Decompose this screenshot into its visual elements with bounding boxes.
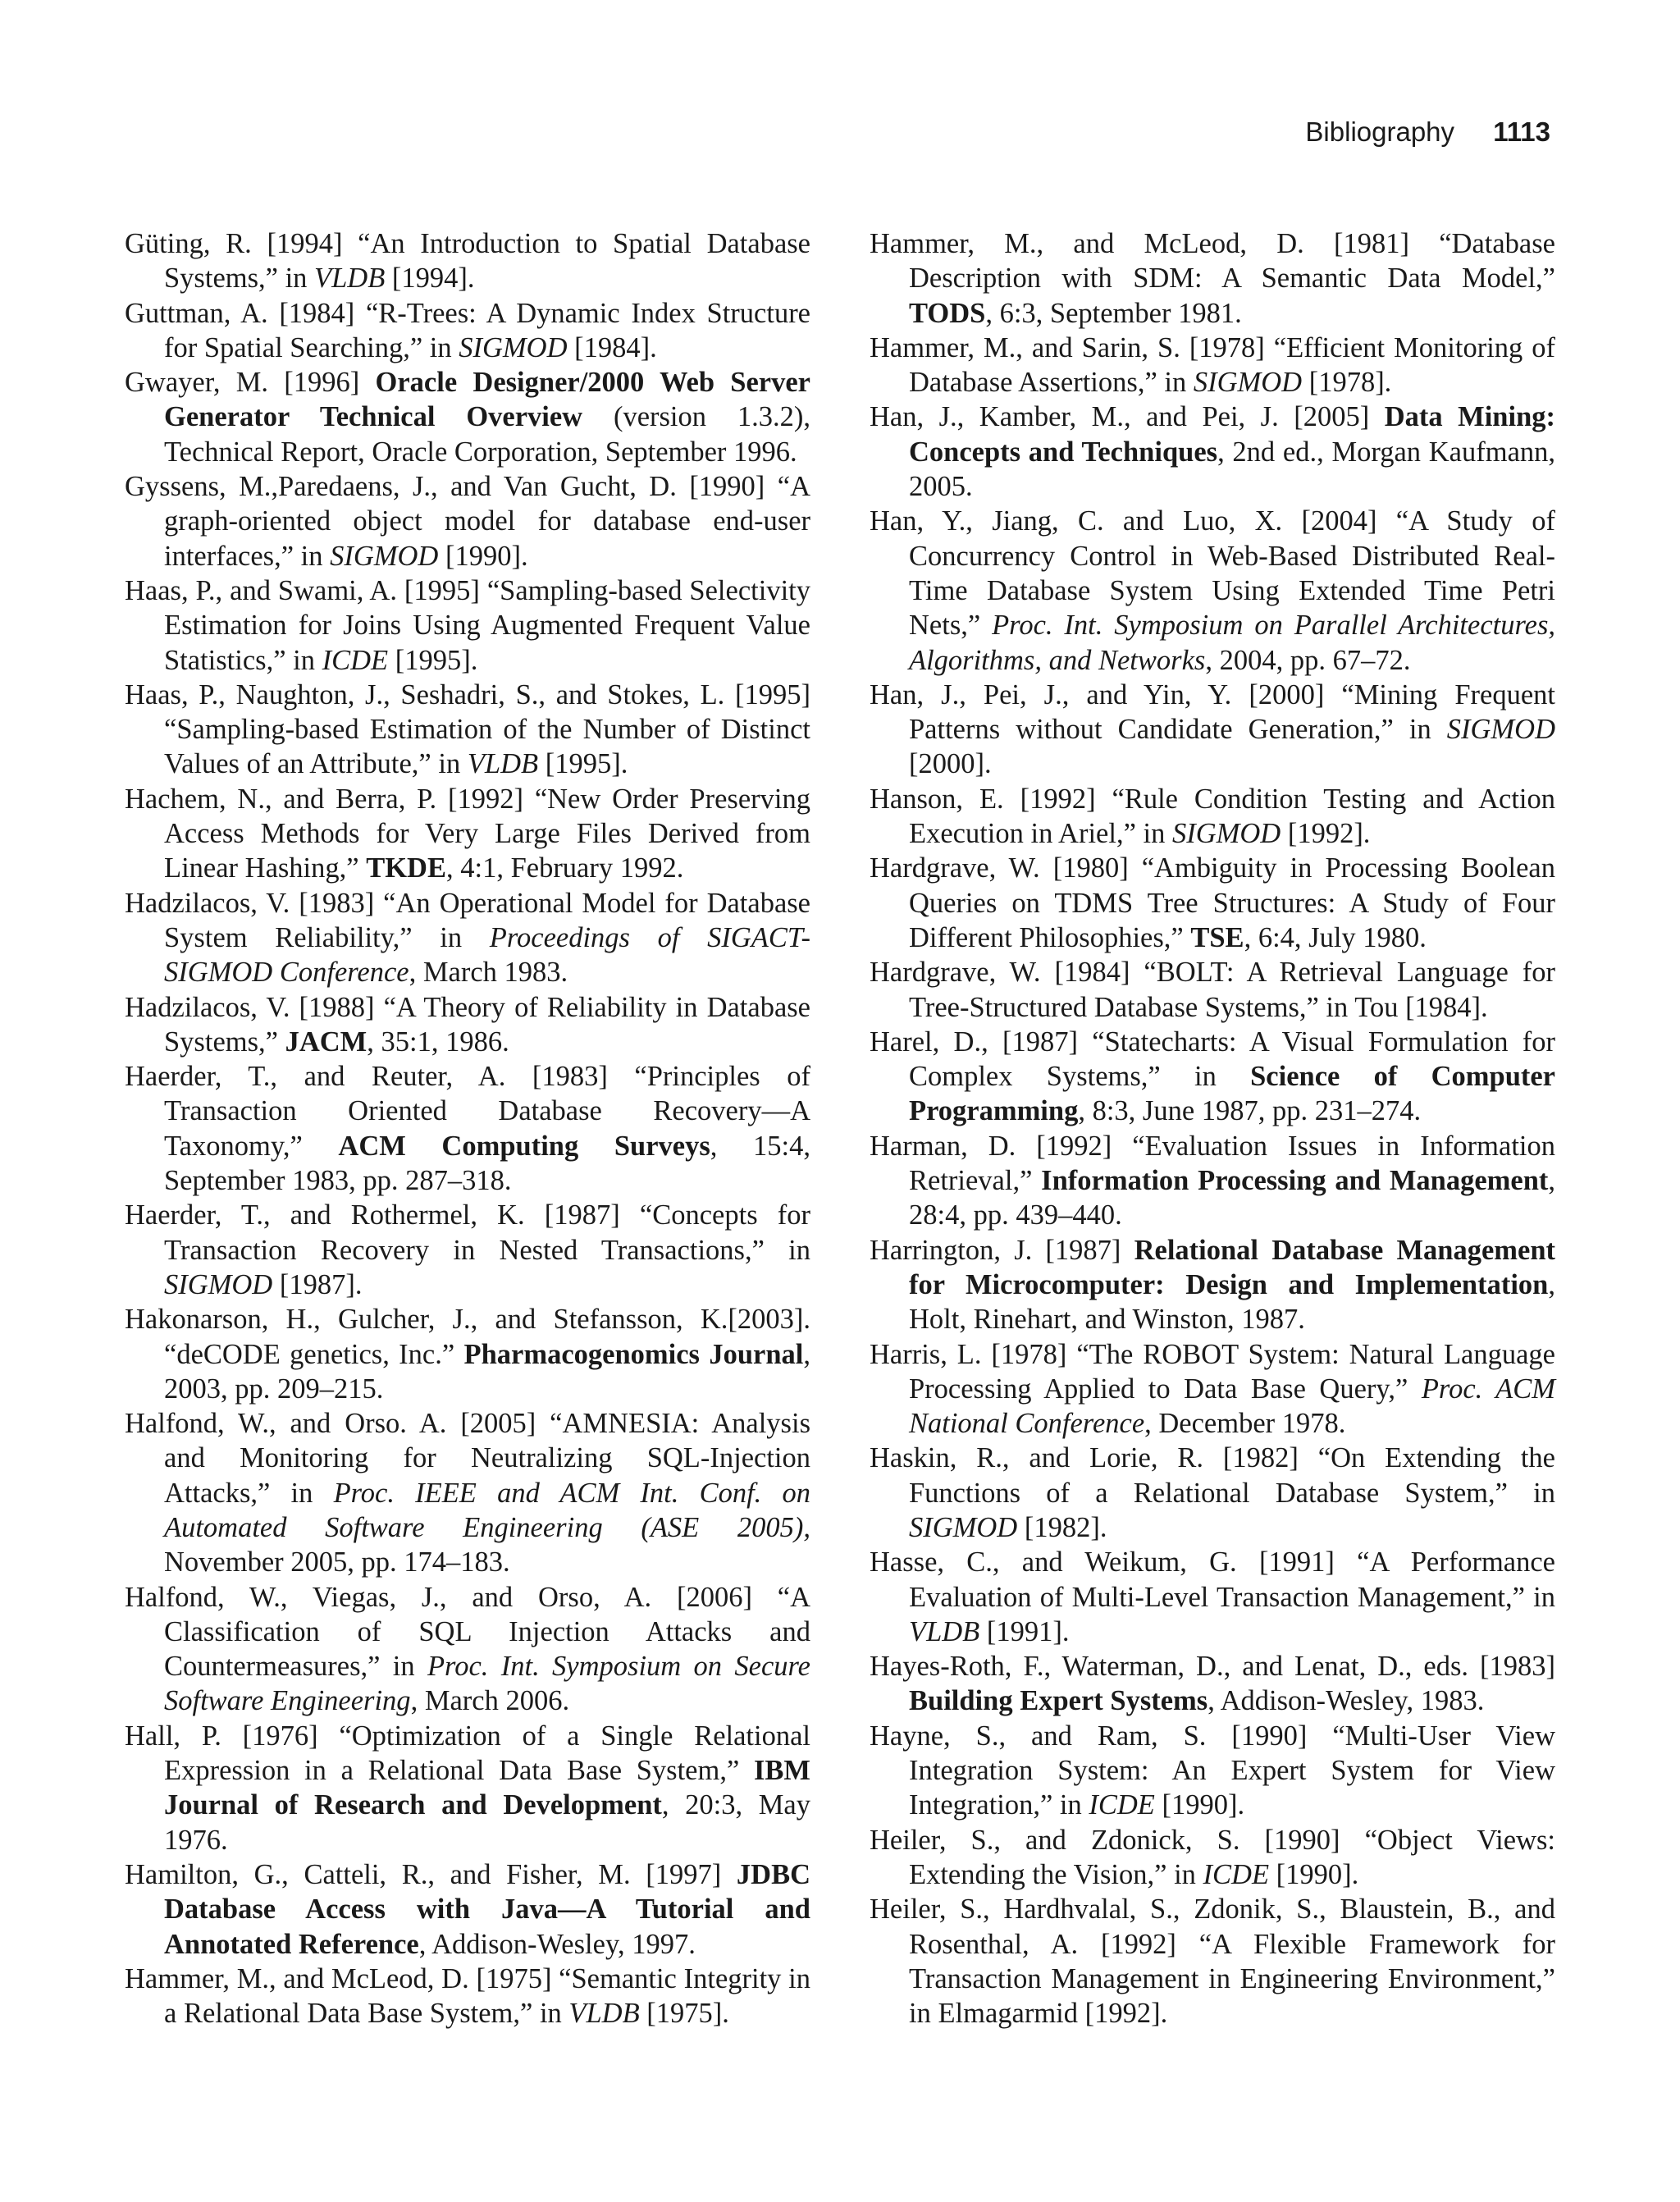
bibliography-entry: [125, 573, 810, 678]
bibliography-entry: [125, 1962, 810, 2031]
entry-text: , March 1983.: [409, 957, 568, 989]
entry-text: [1995].: [388, 644, 478, 676]
entry-text: Halfond, W., and Orso. A. [2005] “AMNESIA: Analysis and Monitoring for Neutralizing SQL-Injection Attacks,” in: [125, 1408, 810, 1509]
entry-text: Harrington, J. [1987]: [870, 1234, 1134, 1266]
bibliography-entry: [870, 782, 1555, 852]
bibliography-entry: [870, 331, 1555, 400]
entry-text: Harris, L. [1978] “The ROBOT System: Natural Language Processing Applied to Data Base Query,”: [870, 1338, 1555, 1405]
bibliography-entry: [125, 1302, 810, 1406]
entry-text: Hamilton, G., Catteli, R., and Fisher, M. [1997]: [125, 1858, 737, 1890]
entry-text: Halfond, W., Viegas, J., and Orso, A. [2006] “A Classification of SQL Injection Attacks and Countermeasures,” in: [125, 1581, 810, 1683]
entry-text: Hadzilacos, V. [1983] “An Operational Model for Database System Reliability,” in: [125, 887, 810, 953]
entry-text: Gyssens, M.,Paredaens, J., and Van Gucht, D. [1990] “A graph-oriented object model for database end-user interfaces,” in: [125, 471, 810, 572]
entry-italic-text: VLDB: [314, 263, 386, 295]
entry-italic-text: SIGMOD: [909, 1511, 1018, 1543]
entry-text: Han, Y., Jiang, C. and Luo, X. [2004] “A Study of Concurrency Control in Web-Based Distributed Real-Time Database System Using Extended Time Petri Nets,”: [870, 505, 1555, 642]
entry-italic-text: SIGMOD: [1446, 714, 1555, 746]
entry-italic-text: VLDB: [568, 1998, 640, 2030]
entry-text: Hanson, E. [1992] “Rule Condition Testing and Action Execution in Ariel,” in: [870, 783, 1555, 850]
bibliography-entry: [125, 990, 810, 1060]
entry-text: Haskin, R., and Lorie, R. [1982] “On Extending the Functions of a Relational Database System,” in: [870, 1442, 1555, 1509]
entry-text: Hammer, M., and Sarin, S. [1978] “Efficient Monitoring of Database Assertions,” in: [870, 331, 1555, 399]
entry-italic-text: SIGMOD: [330, 540, 439, 572]
bibliography-entry: [125, 1059, 810, 1198]
entry-text: , 2nd ed., Morgan Kaufmann, 2005.: [909, 436, 1556, 503]
entry-text: [1987].: [272, 1268, 363, 1300]
bibliography-entry: [870, 1337, 1555, 1441]
entry-text: [1991].: [979, 1615, 1070, 1647]
entry-bold-text: IBM Journal of Research and Development: [164, 1755, 810, 1821]
entry-text: , 15:4, September 1983, pp. 287–318.: [164, 1130, 810, 1197]
entry-text: Han, J., Kamber, M., and Pei, J. [2005]: [870, 401, 1385, 433]
entry-text: Hammer, M., and McLeod, D. [1975] “Semantic Integrity in a Relational Data Base System,” in: [125, 1962, 810, 2030]
bibliography-entry: [870, 851, 1555, 955]
entry-italic-text: SIGMOD: [1193, 367, 1303, 399]
bibliography-entry: [870, 678, 1555, 782]
entry-bold-text: Oracle Designer/2000 Web Server Generator Technical Overview: [164, 367, 810, 433]
bibliography-entry: [125, 886, 810, 990]
entry-text: Guttman, A. [1984] “R-Trees: A Dynamic Index Structure for Spatial Searching,” in: [125, 297, 810, 363]
entry-text: [1990].: [1269, 1858, 1359, 1890]
entry-italic-text: Proc. IEEE and ACM Int. Conf. on Automated Software Engineering (ASE 2005),: [164, 1477, 810, 1543]
entry-text: , 28:4, pp. 439–440.: [909, 1165, 1555, 1231]
entry-bold-text: Building Expert Systems: [909, 1685, 1208, 1717]
entry-bold-text: Data Mining: Concepts and Techniques: [909, 401, 1555, 468]
entry-italic-text: Proc. ACM National Conference: [909, 1373, 1555, 1440]
entry-italic-text: SIGMOD: [459, 331, 568, 363]
entry-text: November 2005, pp. 174–183.: [164, 1546, 510, 1578]
entry-text: , December 1978.: [1144, 1408, 1346, 1440]
bibliography-entry: [870, 1545, 1555, 1649]
entry-text: Haerder, T., and Reuter, A. [1983] “Principles of Transaction Oriented Database Recovery—A Taxonomy,”: [125, 1061, 810, 1162]
entry-text: Harel, D., [1987] “Statecharts: A Visual Formulation for Complex Systems,” in: [870, 1026, 1555, 1093]
bibliography-entry: [125, 678, 810, 782]
bibliography-entry: [125, 226, 810, 296]
bibliography-entry: [125, 365, 810, 469]
entry-italic-text: ICDE: [322, 644, 389, 676]
entry-text: Hayne, S., and Ram, S. [1990] “Multi-User View Integration System: An Expert System for View Integration,” in: [870, 1720, 1555, 1821]
bibliography-entry: [125, 782, 810, 886]
bibliography-entry: [125, 1198, 810, 1302]
bibliography-entry: [870, 1025, 1555, 1129]
entry-text: Heiler, S., Hardhvalal, S., Zdonik, S., Blaustein, B., and Rosenthal, A. [1992] “A Flexible Framework for Transaction Management in Engineering Environment,” in Elmagarmid [1992].: [870, 1894, 1555, 2030]
entry-text: (version 1.3.2), Technical Report, Oracle Corporation, September 1996.: [164, 401, 810, 468]
entry-text: Gwayer, M. [1996]: [125, 367, 376, 399]
entry-bold-text: Relational Database Management for Microcomputer: Design and Implementation: [909, 1234, 1555, 1300]
entry-bold-text: TKDE: [366, 852, 446, 884]
entry-text: Hammer, M., and McLeod, D. [1981] “Database Description with SDM: A Semantic Data Model,”: [870, 228, 1555, 295]
entry-bold-text: JACM: [285, 1026, 368, 1058]
entry-text: [1990].: [438, 540, 528, 572]
bibliography-entry: [870, 1129, 1555, 1233]
entry-text: , 35:1, 1986.: [367, 1026, 509, 1058]
entry-bold-text: Information Processing and Management: [1041, 1165, 1549, 1197]
entry-text: Hall, P. [1976] “Optimization of a Single Relational Expression in a Relational Data Base System,”: [125, 1720, 810, 1787]
entry-italic-text: SIGMOD: [1171, 818, 1281, 850]
bibliography-column-right: [870, 226, 1555, 2031]
bibliography-entry: [125, 1406, 810, 1579]
entry-text: Hasse, C., and Weikum, G. [1991] “A Performance Evaluation of Multi-Level Transaction Management,” in: [870, 1546, 1555, 1613]
bibliography-entry: [870, 1441, 1555, 1545]
entry-text: [2000].: [909, 748, 992, 780]
entry-bold-text: TODS: [909, 297, 986, 329]
entry-bold-text: ACM Computing Surveys: [338, 1130, 710, 1162]
entry-text: Haerder, T., and Rothermel, K. [1987] “Concepts for Transaction Recovery in Nested Transactions,” in: [125, 1199, 810, 1266]
entry-text: Güting, R. [1994] “An Introduction to Spatial Database Systems,” in: [125, 228, 810, 295]
entry-text: [1978].: [1302, 367, 1392, 399]
bibliography-entry: [870, 955, 1555, 1025]
entry-italic-text: ICDE: [1089, 1789, 1155, 1821]
entry-italic-text: Proc. Int. Symposium on Parallel Architectures, Algorithms, and Networks: [909, 610, 1555, 676]
entry-text: , March 2006.: [410, 1685, 570, 1717]
entry-text: , Addison-Wesley, 1983.: [1208, 1685, 1485, 1717]
bibliography-entry: [870, 504, 1555, 677]
bibliography-entry: [870, 1233, 1555, 1337]
entry-text: , 6:3, September 1981.: [985, 297, 1242, 329]
entry-text: , 2003, pp. 209–215.: [164, 1338, 810, 1405]
entry-text: [1994].: [385, 263, 475, 295]
bibliography-entry: [125, 469, 810, 573]
bibliography-entry: [125, 296, 810, 366]
bibliography-entry: [870, 1892, 1555, 2031]
entry-italic-text: VLDB: [467, 748, 539, 780]
entry-italic-text: ICDE: [1203, 1858, 1270, 1890]
entry-text: Hakonarson, H., Gulcher, J., and Stefansson, K.[2003]. “deCODE genetics, Inc.”: [125, 1304, 810, 1370]
entry-italic-text: Proc. Int. Symposium on Secure Software Engineering: [164, 1651, 810, 1717]
entry-text: [1975].: [639, 1998, 729, 2030]
entry-bold-text: JDBC Database Access with Java—A Tutorial and Annotated Reference: [164, 1858, 810, 1960]
entry-text: [1984].: [567, 331, 657, 363]
page-number: 1113: [1493, 116, 1550, 147]
entry-text: [1995].: [538, 748, 628, 780]
entry-text: Hardgrave, W. [1980] “Ambiguity in Processing Boolean Queries on TDMS Tree Structures: A Study of Four Different Philosophies,”: [870, 852, 1555, 953]
entry-text: [1982].: [1017, 1511, 1107, 1543]
entry-text: Harman, D. [1992] “Evaluation Issues in Information Retrieval,”: [870, 1130, 1555, 1197]
entry-italic-text: SIGMOD: [164, 1268, 273, 1300]
entry-text: Haas, P., Naughton, J., Seshadri, S., and Stokes, L. [1995] “Sampling-based Estimation of the Number of Distinct Values of an Attribute,” in: [125, 678, 810, 780]
bibliography-column-left: [125, 226, 810, 2031]
bibliography-entry: [870, 1649, 1555, 1719]
bibliography-entry: [125, 1857, 810, 1962]
entry-text: Hardgrave, W. [1984] “BOLT: A Retrieval Language for Tree-Structured Database Systems,” in Tou [1984].: [870, 957, 1555, 1023]
entry-text: , Addison-Wesley, 1997.: [418, 1928, 696, 1960]
entry-bold-text: Pharmacogenomics Journal: [463, 1338, 804, 1370]
entry-italic-text: Proceedings of SIGACT-SIGMOD Conference: [164, 921, 810, 989]
entry-text: [1992].: [1281, 818, 1371, 850]
section-title: Bibliography: [1305, 116, 1455, 147]
entry-text: [1990].: [1154, 1789, 1245, 1821]
entry-bold-text: TSE: [1190, 921, 1244, 953]
entry-text: , 6:4, July 1980.: [1244, 921, 1427, 953]
entry-bold-text: Science of Computer Programming: [909, 1061, 1555, 1127]
entry-text: Hachem, N., and Berra, P. [1992] “New Order Preserving Access Methods for Very Large Files Derived from Linear Hashing,”: [125, 783, 810, 884]
bibliography-entry: [870, 226, 1555, 331]
entry-text: Hadzilacos, V. [1988] “A Theory of Reliability in Database Systems,”: [125, 991, 810, 1058]
entry-text: Heiler, S., and Zdonick, S. [1990] “Object Views: Extending the Vision,” in: [870, 1824, 1555, 1890]
bibliography-entry: [870, 1823, 1555, 1893]
bibliography-entry: [125, 1719, 810, 1857]
bibliography-entry: [870, 400, 1555, 504]
running-header: [1305, 116, 1550, 148]
entry-text: , 20:3, May 1976.: [164, 1789, 810, 1856]
entry-text: , 2004, pp. 67–72.: [1205, 644, 1411, 676]
entry-text: , 8:3, June 1987, pp. 231–274.: [1078, 1095, 1422, 1127]
entry-text: , 4:1, February 1992.: [445, 852, 684, 884]
entry-text: , Holt, Rinehart, and Winston, 1987.: [909, 1268, 1555, 1336]
entry-text: Han, J., Pei, J., and Yin, Y. [2000] “Mining Frequent Patterns without Candidate Generation,” in: [870, 678, 1555, 746]
bibliography-entry: [870, 1719, 1555, 1823]
entry-italic-text: VLDB: [909, 1615, 980, 1647]
entry-text: Haas, P., and Swami, A. [1995] “Sampling-based Selectivity Estimation for Joins Using Augmented Frequent Value Statistics,” in: [125, 574, 810, 676]
bibliography-entry: [125, 1580, 810, 1719]
entry-text: Hayes-Roth, F., Waterman, D., and Lenat, D., eds. [1983]: [870, 1651, 1555, 1683]
